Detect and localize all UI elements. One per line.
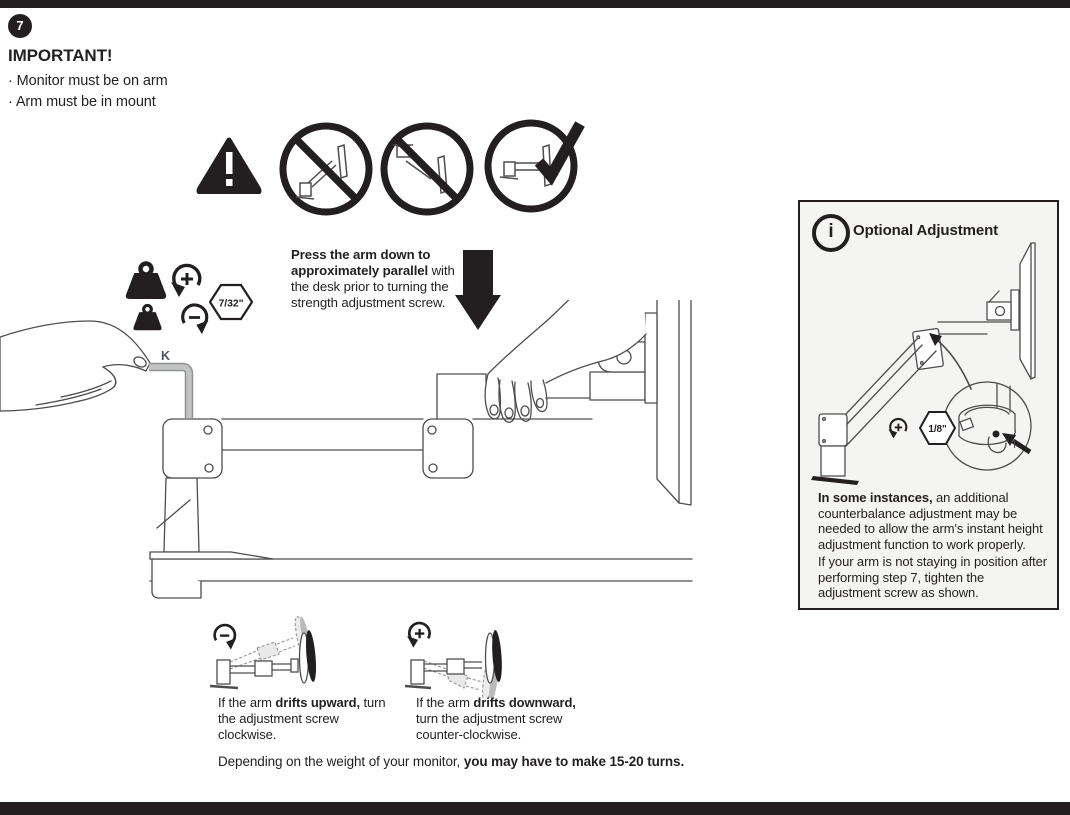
hand-with-hex-key	[0, 321, 150, 411]
press-instruction-rest: with the desk prior to turning the strength adjustment screw.	[291, 263, 455, 311]
step-number-badge: 7	[8, 14, 32, 38]
prohibited-arm-up-icon	[276, 119, 376, 219]
warning-icon	[195, 136, 263, 194]
important-title: IMPORTANT!	[8, 46, 113, 65]
monitor	[645, 300, 691, 505]
drift-down-rest: turn the adjustment screw counter-clockwise.	[416, 710, 563, 742]
optional-panel-title: Optional Adjustment	[853, 222, 999, 239]
drift-down-prefix: If the arm	[416, 695, 474, 710]
level-arm	[210, 633, 309, 688]
optional-panel-para1-rest: an additional counterbalance adjustment may be needed to allow the arm's instant height adjustment function to work properly.	[818, 490, 1043, 552]
turns-note	[218, 754, 684, 769]
drift-up-prefix: If the arm	[218, 695, 276, 710]
drift-up-rest: turn the adjustment screw clockwise.	[218, 695, 386, 742]
press-instruction-bold: Press the arm down to approximately parallel	[291, 247, 431, 279]
hex-key-letter-label: K	[161, 349, 170, 363]
approved-arm-level-icon	[481, 113, 601, 219]
desk-clamp	[150, 478, 273, 559]
bottom-rule	[0, 802, 1070, 815]
optional-adjustment-illustration	[801, 238, 1059, 490]
drift-up-bold: drifts upward,	[275, 695, 360, 710]
tool-letter-label: I	[1013, 439, 1016, 451]
monitor	[1011, 243, 1035, 379]
important-bullet-1: · Monitor must be on arm	[8, 73, 168, 89]
optional-panel-para1-bold: In some instances,	[818, 490, 933, 505]
important-bullet-2: · Arm must be in mount	[8, 94, 156, 111]
drift-upward-note	[218, 695, 390, 743]
turns-note-prefix: Depending on the weight of your monitor,	[218, 754, 464, 769]
desk	[150, 559, 692, 598]
drift-downward-note	[416, 695, 588, 743]
important-block	[8, 46, 328, 113]
hex-size-small-label: 1/8"	[928, 424, 947, 435]
drift-upward-illustration	[207, 614, 347, 694]
optional-panel-para2: If your arm is not staying in position after performing step 7, tighten the adjustment screw as shown.	[818, 554, 1047, 601]
hex-size-label: 7/32"	[218, 297, 244, 310]
decrease-dial-icon	[215, 625, 237, 650]
increase-strength-dial-icon	[167, 259, 207, 299]
main-illustration	[0, 297, 710, 630]
info-icon: i	[812, 214, 850, 252]
drift-down-bold: drifts downward,	[473, 695, 576, 710]
turns-note-bold: you may have to make 15-20 turns.	[463, 754, 685, 769]
weight-heavy-icon	[124, 260, 168, 300]
increase-dial-icon	[407, 623, 429, 648]
detail-magnifier-circle	[943, 382, 1031, 470]
optional-panel-para1	[818, 490, 1048, 552]
optional-adjustment-panel	[798, 200, 1059, 610]
prohibited-arm-down-icon	[377, 119, 477, 219]
drift-downward-illustration	[402, 616, 522, 698]
hex-key	[149, 367, 189, 418]
raised-monitor-arm	[811, 291, 1011, 485]
top-rule	[0, 0, 1070, 8]
increase-dial-icon	[888, 419, 906, 439]
